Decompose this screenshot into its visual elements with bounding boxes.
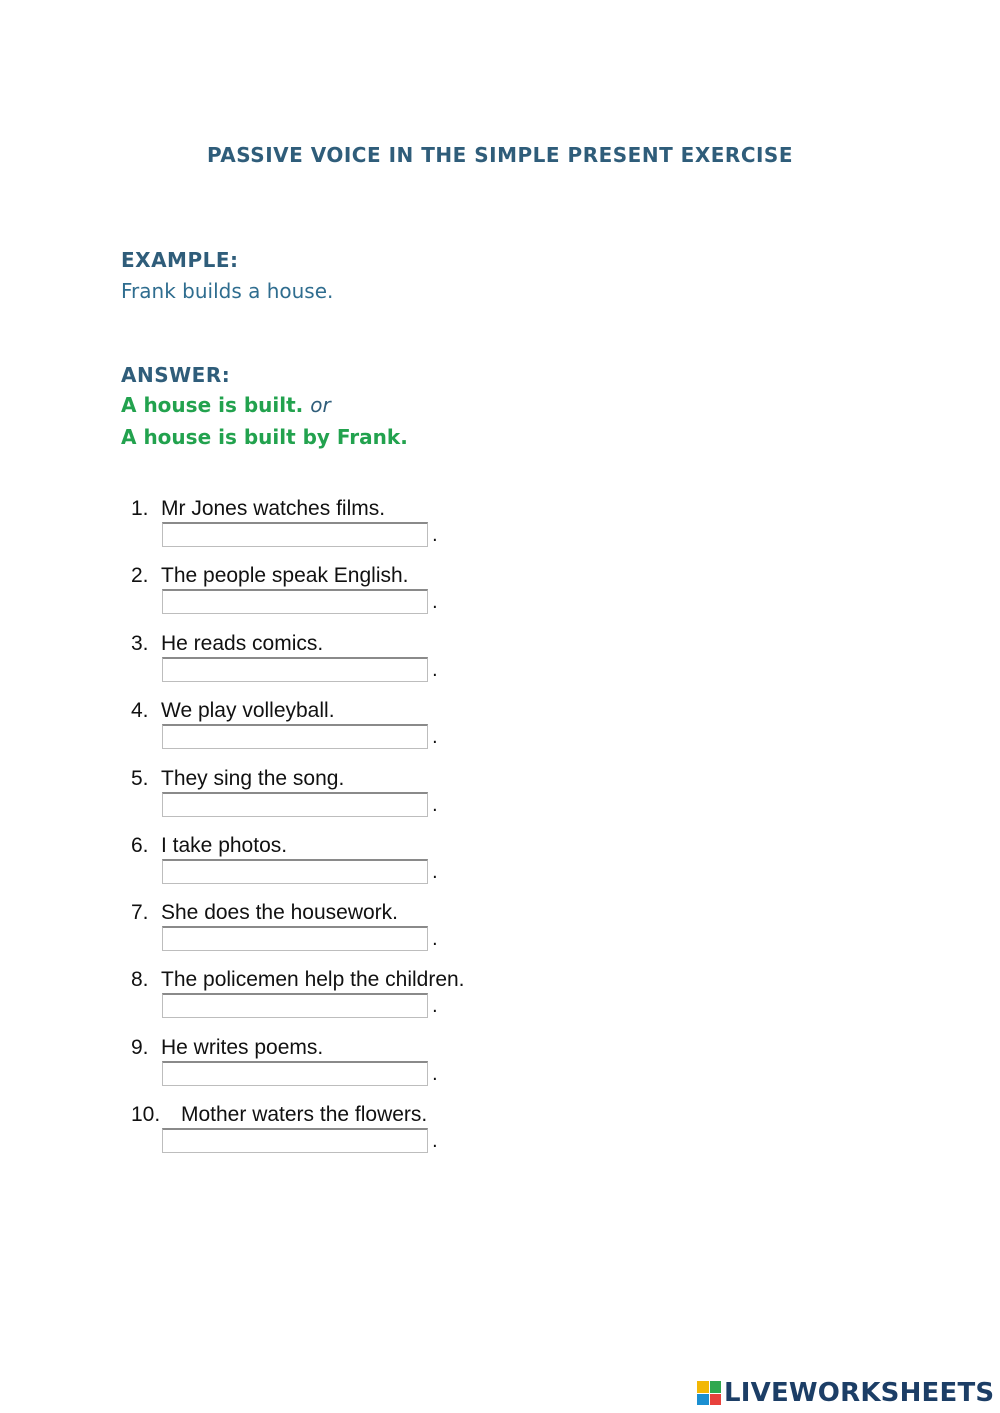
exercise-item [0,1036,1000,1103]
exercise-item [0,632,1000,699]
item-sentence: He reads comics. [161,632,324,655]
example-heading: EXAMPLE: [121,248,239,272]
exercise-item [0,834,1000,901]
exercise-item [0,497,1000,564]
item-sentence: Mother waters the flowers. [181,1103,428,1126]
item-number: 7. [131,901,149,924]
exercise-item [0,901,1000,968]
item-sentence: They sing the song. [161,767,345,790]
item-period: . [432,862,438,883]
exercise-item [0,1103,1000,1170]
item-number: 5. [131,767,149,790]
exercise-item [0,968,1000,1035]
item-number: 3. [131,632,149,655]
liveworksheets-logo-icon [697,1381,721,1405]
exercise-item [0,564,1000,631]
answer-input[interactable] [162,1128,428,1153]
answer-heading: ANSWER: [121,363,231,387]
item-period: . [432,525,438,546]
answer-input[interactable] [162,589,428,614]
answer-input[interactable] [162,724,428,749]
item-period: . [432,929,438,950]
page-title: PASSIVE VOICE IN THE SIMPLE PRESENT EXERCISE [206,143,793,167]
exercise-item [0,767,1000,834]
item-sentence: Mr Jones watches films. [161,497,386,520]
item-number: 2. [131,564,149,587]
item-period: . [432,1064,438,1085]
answer-input[interactable] [162,993,428,1018]
item-period: . [432,795,438,816]
exercise-item [0,699,1000,766]
item-period: . [432,727,438,748]
item-sentence: She does the housework. [161,901,398,924]
item-period: . [432,996,438,1017]
item-number: 8. [131,968,149,991]
answer-input[interactable] [162,1061,428,1086]
item-number: 1. [131,497,149,520]
item-number: 4. [131,699,149,722]
item-sentence: The people speak English. [161,564,409,587]
item-sentence: He writes poems. [161,1036,324,1059]
item-number: 9. [131,1036,149,1059]
answer-input[interactable] [162,859,428,884]
example-sentence: Frank builds a house. [121,279,334,303]
answer-line-1 [121,393,331,417]
answer-line-2: A house is built by Frank. [121,425,408,449]
item-sentence: We play volleyball. [161,699,335,722]
item-number: 6. [131,834,149,857]
answer-line-1-text: A house is built. [121,393,304,417]
item-period: . [432,660,438,681]
item-period: . [432,592,438,613]
logo-wordmark: LIVEWORKSHEETS [724,1378,995,1408]
answer-or: or [310,393,331,417]
answer-input[interactable] [162,792,428,817]
item-period: . [432,1131,438,1152]
item-number: 10. [131,1103,161,1126]
item-sentence: I take photos. [161,834,288,857]
answer-input[interactable] [162,522,428,547]
answer-input[interactable] [162,926,428,951]
liveworksheets-logo [697,1377,994,1409]
item-sentence: The policemen help the children. [161,968,465,991]
answer-input[interactable] [162,657,428,682]
